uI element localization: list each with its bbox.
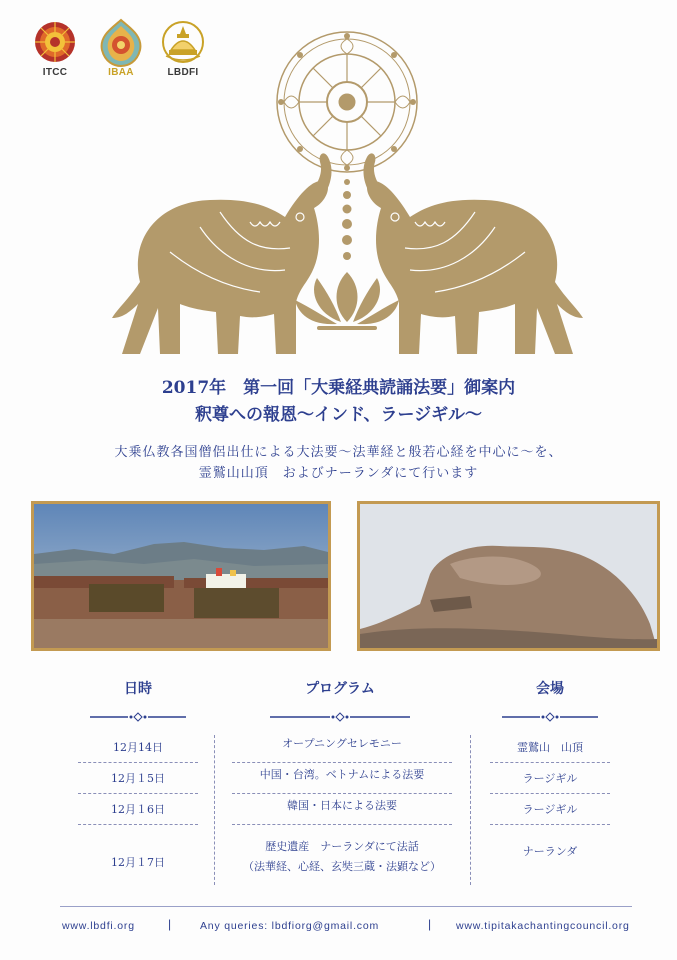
event-title: 2017年 第一回「大乗経典読誦法要」御案内 — [161, 378, 516, 398]
schedule-venue-3: ラージギル — [522, 803, 578, 816]
itcc-label: ITCC — [42, 67, 68, 78]
itcc-emblem-icon — [30, 18, 80, 68]
header-divider-venue — [502, 712, 598, 722]
schedule-date-4: 12月１7日 — [111, 856, 165, 869]
schedule-date-2: 12月１5日 — [111, 772, 165, 785]
lotus-icon — [295, 272, 399, 330]
schedule-date-3: 12月１6日 — [111, 803, 165, 816]
event-description-line-2: 霊鷲山山頂 およびナーランダにて行います — [198, 466, 479, 481]
schedule-program-4-line-1: 歴史遺産 ナーランダにて法話 — [265, 840, 419, 853]
itcc-logo — [30, 18, 80, 80]
schedule-program-4-line-2: （法華経、心経、玄奘三蔵・法顕など） — [243, 860, 441, 873]
left-elephant-icon — [112, 153, 332, 354]
schedule-program-2: 中国・台湾。ベトナムによる法要 — [259, 768, 425, 781]
schedule-date-1: 12月14日 — [113, 741, 163, 754]
event-description-line-1: 大乗仏教各国僧侶出仕による大法要～法華経と般若心経を中心に～を、 — [114, 445, 563, 460]
vulture-peak-summit-photo — [31, 501, 331, 651]
column-separator-1 — [214, 735, 215, 885]
lbdfi-label: LBDFI — [167, 67, 199, 78]
footer-website-lbdfi[interactable]: www.lbdfi.org — [62, 920, 135, 932]
row-divider — [78, 793, 198, 794]
row-divider — [490, 824, 610, 825]
footer-separator: | — [428, 917, 432, 931]
header-date: 日時 — [124, 681, 152, 697]
row-divider — [78, 824, 198, 825]
center-dots-ornament — [342, 179, 352, 260]
footer-divider — [60, 906, 632, 907]
row-divider — [232, 824, 452, 825]
schedule-venue-2: ラージギル — [522, 772, 578, 785]
vulture-rock-photo — [357, 501, 660, 651]
ibaa-label: IBAA — [108, 67, 134, 78]
footer-contact-email[interactable]: Any queries: lbdfiorg@gmail.com — [200, 920, 380, 932]
schedule-program-1: オープニングセレモニー — [282, 737, 402, 750]
row-divider — [490, 762, 610, 763]
row-divider — [78, 762, 198, 763]
header-program: プログラム — [305, 681, 375, 697]
row-divider — [232, 762, 452, 763]
header-divider-date — [90, 712, 186, 722]
footer-website-tipitaka[interactable]: www.tipitakachantingcouncil.org — [456, 920, 630, 932]
vulture-rock-image — [360, 504, 657, 648]
row-divider — [232, 793, 452, 794]
summit-ruins-image — [34, 504, 328, 648]
header-divider-program — [270, 712, 410, 722]
header-venue: 会場 — [536, 681, 564, 697]
dharma-wheel-icon — [277, 32, 417, 172]
schedule-program-3: 韓国・日本による法要 — [287, 799, 397, 812]
right-elephant-icon — [363, 153, 583, 354]
row-divider — [490, 793, 610, 794]
column-separator-2 — [470, 735, 471, 885]
event-subtitle-title: 釈尊への報恩～インド、ラージギル～ — [195, 405, 482, 425]
schedule-venue-1: 霊鷲山 山頂 — [517, 741, 583, 754]
dharma-wheel-elephants-ornament — [100, 12, 595, 374]
footer-separator: | — [168, 917, 172, 931]
schedule-venue-4: ナーランダ — [522, 845, 578, 858]
